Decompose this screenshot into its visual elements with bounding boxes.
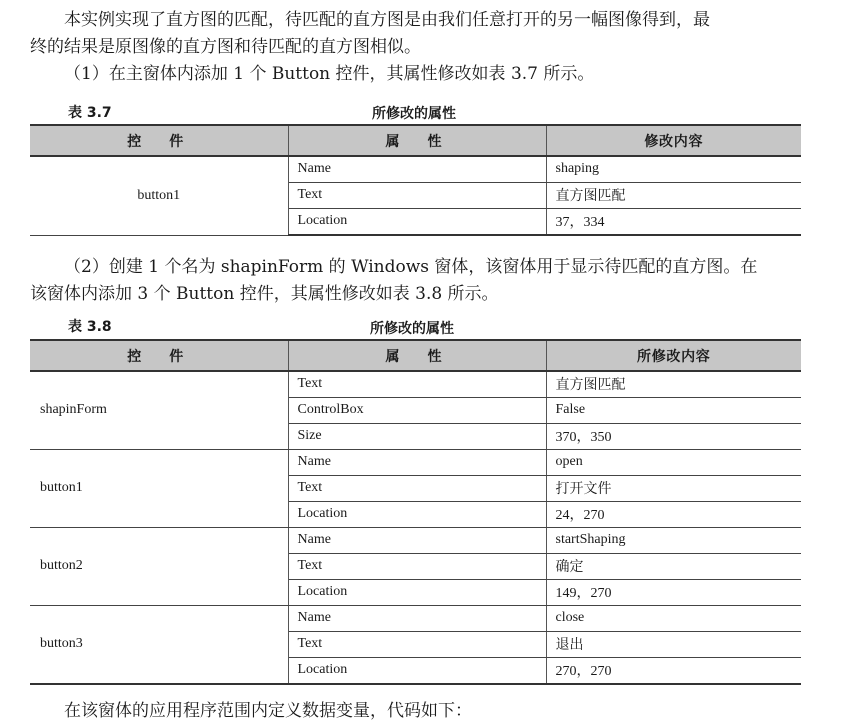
header-control: 控 件 [30,125,288,156]
property-name: Location [288,208,546,235]
property-value: False [546,397,801,423]
table-row [30,449,801,475]
property-name: Text [288,553,546,579]
table-3-7-label: 表 3.7 [68,105,112,121]
table-row [30,527,801,553]
step-1-text: （1）在主窗体内添加 1 个 Button 控件，其属性修改如表 3.7 所示。 [64,64,595,84]
property-value: shaping [546,156,801,182]
property-name: ControlBox [288,397,546,423]
property-name: Name [288,156,546,182]
step-2-line-2: 该窗体内添加 3 个 Button 控件，其属性修改如表 3.8 所示。 [30,284,499,304]
table-3-8 [30,339,801,685]
control-name: button1 [30,449,288,527]
header-value: 修改内容 [546,125,801,156]
property-name: Name [288,605,546,631]
table-3-8-label: 表 3.8 [68,319,112,335]
property-value: 149，270 [546,579,801,605]
property-name: Location [288,657,546,684]
table-row [30,371,801,397]
property-name: Name [288,527,546,553]
property-name: Size [288,423,546,449]
property-name: Location [288,501,546,527]
property-name: Name [288,449,546,475]
property-value: open [546,449,801,475]
header-property: 属 性 [288,340,546,371]
property-value: startShaping [546,527,801,553]
property-value: 打开文件 [546,475,801,501]
control-name: button3 [30,605,288,684]
property-name: Location [288,579,546,605]
table-header-row [30,125,801,156]
property-value: 370，350 [546,423,801,449]
control-name: button1 [30,156,288,235]
header-control: 控 件 [30,340,288,371]
property-value: 24，270 [546,501,801,527]
header-value: 所修改内容 [546,340,801,371]
table-3-8-title: 所修改的属性 [370,321,454,337]
property-name: Text [288,631,546,657]
property-value: 确定 [546,553,801,579]
step-2-line-1: （2）创建 1 个名为 shapinForm 的 Windows 窗体，该窗体用于显示待匹配的直方图。在 [64,257,758,277]
property-name: Text [288,475,546,501]
intro-line-2: 终的结果是原图像的直方图和待匹配的直方图相似。 [30,37,421,57]
table-row [30,605,801,631]
header-property: 属 性 [288,125,546,156]
closing-text: 在该窗体的应用程序范围内定义数据变量，代码如下： [64,701,472,721]
property-value: 270，270 [546,657,801,684]
property-name: Text [288,371,546,397]
property-value: 37，334 [546,208,801,235]
table-header-row [30,340,801,371]
property-value: 退出 [546,631,801,657]
control-name: button2 [30,527,288,605]
property-value: close [546,605,801,631]
table-3-7 [30,124,801,236]
control-name: shapinForm [30,371,288,449]
property-name: Text [288,182,546,208]
intro-line-1: 本实例实现了直方图的匹配，待匹配的直方图是由我们任意打开的另一幅图像得到，最 [64,10,710,30]
property-value: 直方图匹配 [546,182,801,208]
table-3-7-title: 所修改的属性 [372,106,456,122]
table-row [30,156,801,182]
property-value: 直方图匹配 [546,371,801,397]
